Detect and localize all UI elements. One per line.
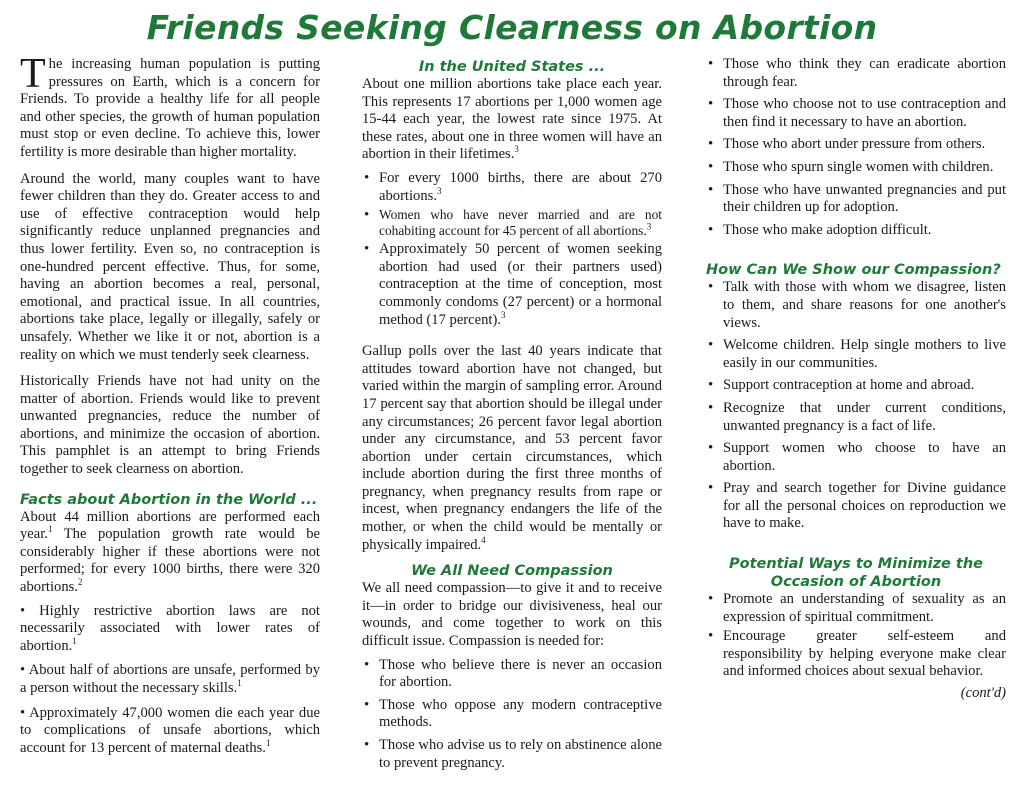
footnote-ref: 3	[514, 144, 519, 155]
column-3	[706, 56, 1006, 703]
footnote-ref: 1	[72, 635, 77, 646]
world-paragraph	[20, 509, 320, 597]
gallup-text: Gallup polls over the last 40 years indicate that attitudes toward abortion have not changed, but varied within the margin of sampling error. Around 17 percent say that abortion should be illegal under any circumstances; 26 percent favor legal abortion under any circumstance, and 53 percent favor abortion under certain circumstances, which include abortion during the first three months of pregnancy, when pregnancy results from rape or incest, when pregnancy endangers the life of the mother, or when the child would be mentally or physically impaired.	[362, 343, 662, 553]
footnote-ref: 3	[436, 185, 442, 196]
ways-heading	[706, 555, 1006, 591]
footnote-ref: 1	[47, 524, 53, 535]
world-fact-text: About half of abortions are unsafe, performed by a person without the necessary skills.	[20, 662, 321, 696]
list-item: • Those who believe there is never an occasion for abortion.	[362, 657, 662, 692]
list-item: • Those who think they can eradicate abortion through fear.	[706, 56, 1006, 91]
page-title: Friends Seeking Clearness on Abortion	[146, 8, 878, 47]
list-item: • Encourage greater self-esteem and responsibility by helping everyone make clear and informed choices about sexual behavior.	[706, 628, 1006, 681]
drop-cap: T	[20, 51, 46, 97]
world-fact: • Approximately 47,000 women die each year due to complications of unsafe abortions, which account for 13 percent of maternal deaths.$^1$	[20, 704, 320, 756]
world-fact: • About half of abortions are unsafe, performed by a person without the necessary skills.$^1$	[20, 662, 321, 696]
footnote-ref: 4	[481, 534, 486, 545]
list-item	[362, 170, 662, 205]
footnote-ref: 1	[265, 737, 271, 748]
list-item: • Those who spurn single women with children.	[706, 159, 1006, 177]
column-1	[20, 51, 321, 764]
footnote-ref: 3	[646, 221, 652, 232]
compassion-paragraph: We all need compassion—to give it and to receive it—in order to bridge our divisiveness, heal our wounds, and come together to work on this difficult issue. Compassion is needed for:	[362, 580, 662, 650]
world-text-b: The population growth rate would be considerably higher if these abortions were not performed; for every 1000 births, there were 320 abortions.	[20, 526, 320, 596]
world-text-a: About 44 million abortions are performed each year.	[20, 508, 320, 543]
list-item: • Those who make adoption difficult.	[706, 222, 1006, 240]
list-item-text: Women who have never married and are not cohabiting account for 45 percent of all abortions.	[379, 207, 662, 239]
list-item: • Those who advise us to rely on abstinence alone to prevent pregnancy.	[362, 737, 662, 772]
list-item: • Those who oppose any modern contraceptive methods.	[362, 697, 662, 732]
us-heading: In the United States ...	[418, 59, 606, 75]
continued-note: (cont'd)	[960, 685, 1006, 702]
ways-heading-line-1: Potential Ways to Minimize the	[729, 556, 983, 573]
world-fact-text: Approximately 47,000 women die each year due to complications of unsafe abortions, which account for 13 percent of maternal deaths.	[20, 704, 320, 756]
list-item	[362, 241, 662, 329]
world-heading: Facts about Abortion in the World ...	[20, 491, 318, 508]
us-text: About one million abortions take place each year. This represents 17 abortions per 1,000 women age 15-44 each year, the lowest rate since 1975. At these rates, about one in three women will have an abortion in their lifetimes.	[362, 76, 662, 163]
intro-paragraph	[20, 51, 320, 162]
list-item: • Recognize that under current conditions, unwanted pregnancy is a fact of life.	[706, 400, 1006, 435]
list-item: • Talk with those with whom we disagree, listen to them, and share reasons for one another's views.	[706, 279, 1006, 332]
compassion-list	[362, 657, 662, 773]
list-item-text: For every 1000 births, there are about 270 abortions.	[379, 169, 662, 204]
ways-heading-line-2: Occasion of Abortion	[770, 574, 942, 591]
list-item: • Welcome children. Help single mothers to live easily in our communities.	[706, 337, 1006, 372]
compassion-list-continued	[706, 56, 1006, 239]
footnote-ref: 1	[237, 678, 242, 689]
world-fact: • Highly restrictive abortion laws are not necessarily associated with lower rates of abortion.$^1$	[20, 602, 320, 654]
list-item: • Support women who choose to have an abortion.	[706, 440, 1006, 475]
ways-list	[706, 591, 1006, 681]
list-item	[362, 207, 662, 239]
us-facts-list	[362, 170, 662, 329]
list-item: • Those who choose not to use contraception and then find it necessary to have an abortion.	[706, 96, 1006, 131]
list-item: • Promote an understanding of sexuality as an expression of spiritual commitment.	[706, 591, 1006, 626]
list-item: • Those who abort under pressure from others.	[706, 136, 1006, 154]
world-fact-text: Highly restrictive abortion laws are not necessarily associated with lower rates of abortion.	[20, 602, 320, 654]
column-2	[362, 58, 662, 780]
show-compassion-list	[706, 279, 1006, 533]
intro-text: he increasing human population is putting pressures on Earth, which is a concern for Friends. To provide a healthy life for all people and other species, the growth of human population must stop or even decline. To achieve this, lower fertility is more desirable than higher mortality.	[20, 56, 320, 160]
us-paragraph	[362, 76, 662, 164]
context-paragraph: Around the world, many couples want to have fewer children than they do. Greater access to and use of effective contraception would help significantly reduce unplanned pregnancies and thus lower fertility. Even so, no contraception is one-hundred percent effective. Thus, for some, having an abortion becomes a real, personal, emotional, and practical issue. In all countries, abortions take place, legally or illegally, safely or unsafely. Whether we like it or not, abortion is a reality on which we must tenderly seek clearness.	[20, 170, 320, 363]
show-compassion-heading: How Can We Show our Compassion?	[706, 262, 1001, 279]
list-item: • Support contraception at home and abroad.	[706, 377, 1006, 395]
compassion-heading: We All Need Compassion	[411, 563, 613, 580]
list-item: • Those who have unwanted pregnancies and put their children up for adoption.	[706, 182, 1006, 217]
footnote-ref: 3	[500, 309, 506, 320]
list-item: • Pray and search together for Divine guidance for all the personal choices on reproduction we have to make.	[706, 480, 1006, 533]
footnote-ref: 2	[77, 577, 83, 588]
list-item-text: Approximately 50 percent of women seeking abortion had used (or their partners used) contraception at the time of conception, most commonly condoms (27 percent) or a hormonal method (17 percent).	[379, 241, 662, 328]
gallup-paragraph	[362, 343, 662, 554]
history-paragraph: Historically Friends have not had unity on the matter of abortion. Friends would like to prevent unwanted pregnancies, reduce the number of abortions, and minimize the occasion of abortion. This pamphlet is an attempt to bring Friends together to seek clearness on abortion.	[20, 373, 320, 478]
